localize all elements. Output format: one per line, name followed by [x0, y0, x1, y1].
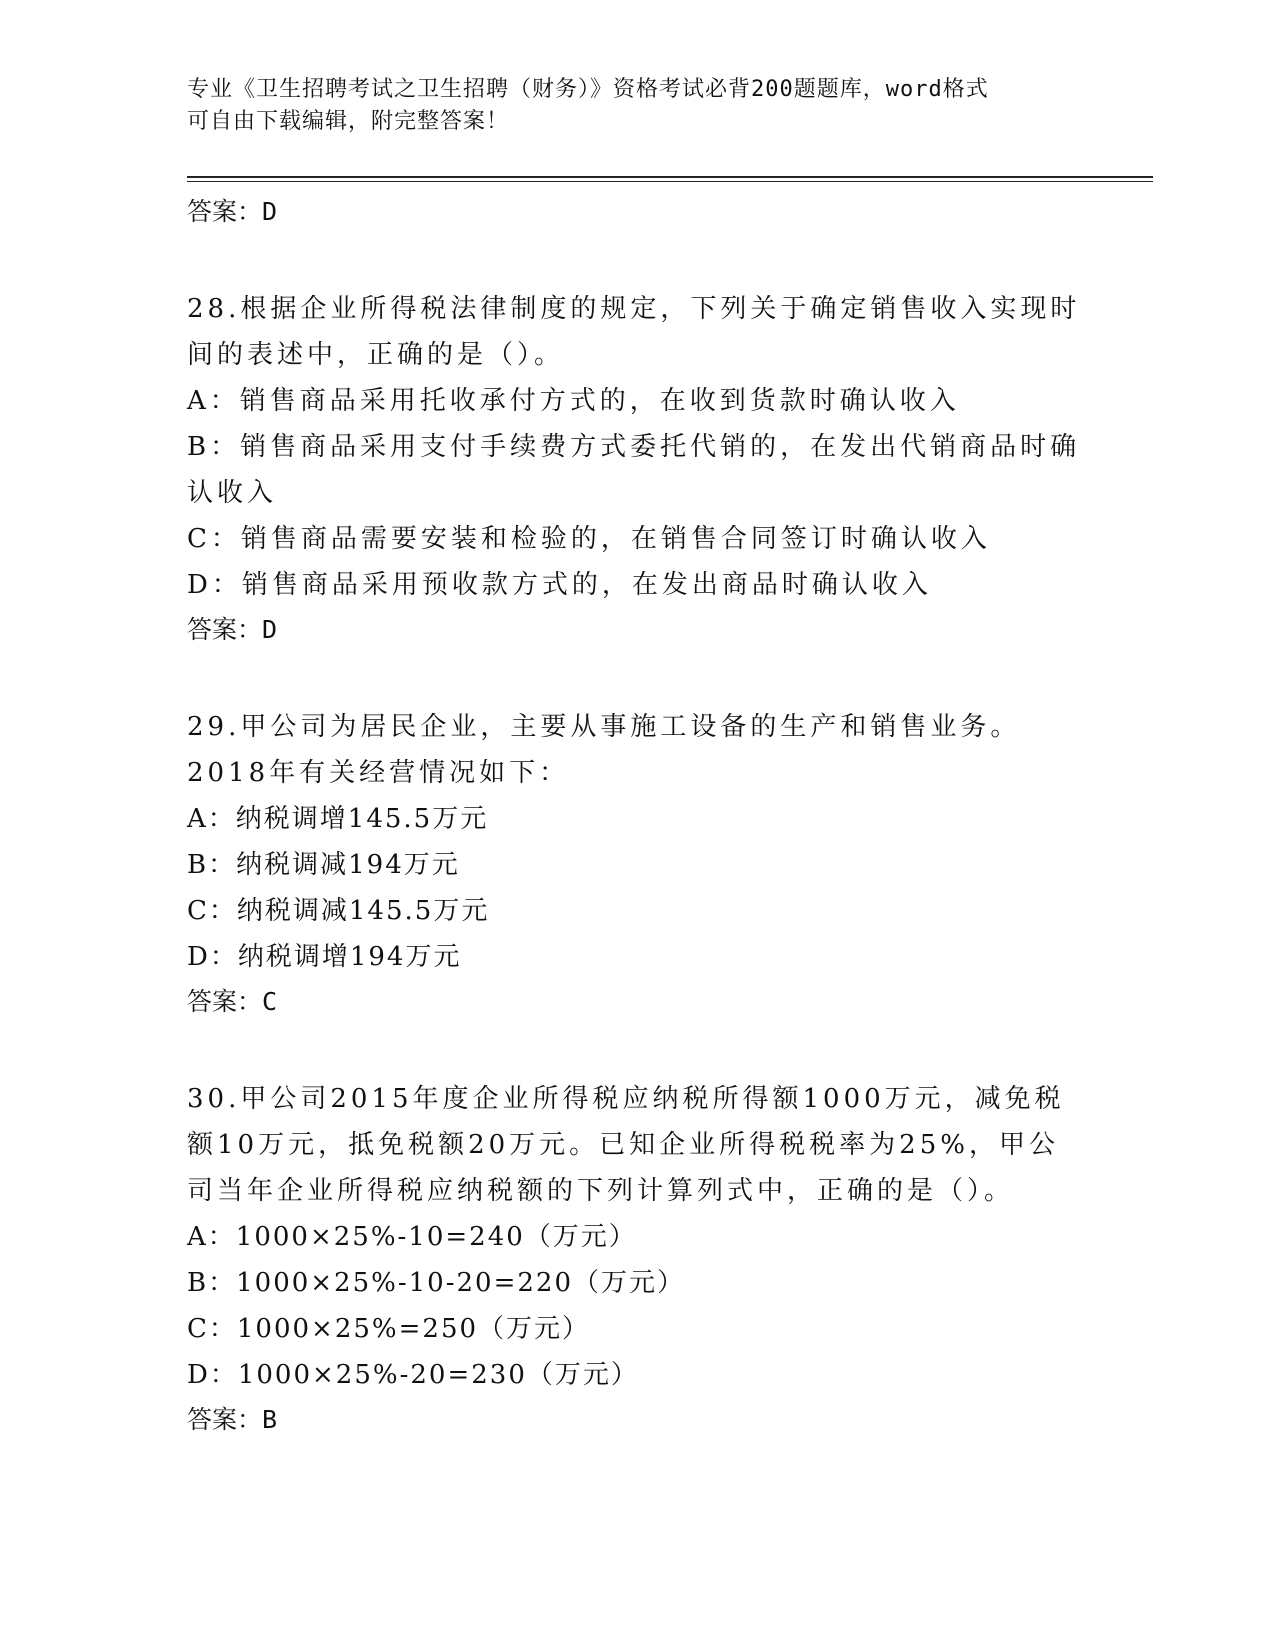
page-header	[187, 74, 1067, 138]
answer: 答案：D	[187, 615, 278, 644]
option-d: D：纳税调增194万元	[187, 942, 462, 972]
question-stem: 30.甲公司2015年度企业所得税应纳税所得额1000万元，减免税额10万元，抵免税额20万元。已知企业所得税税率为25%，甲公司当年企业所得税应纳税额的下列计算列式中，正确的是（）。	[187, 1084, 1065, 1206]
option-a: A：纳税调增145.5万元	[187, 804, 489, 834]
answer: 答案：B	[187, 1405, 278, 1434]
option-a: A：1000×25%-10=240（万元）	[187, 1222, 637, 1252]
previous-answer: 答案：D	[187, 197, 278, 226]
header-divider	[187, 176, 1153, 178]
header-divider-thin	[187, 181, 1153, 182]
option-a: A：销售商品采用托收承付方式的，在收到货款时确认收入	[187, 386, 960, 416]
question-30	[187, 1076, 1087, 1442]
header-line-1: 专业《卫生招聘考试之卫生招聘（财务）》资格考试必背200题题库，word格式	[187, 77, 989, 102]
option-d: D：1000×25%-20=230（万元）	[187, 1360, 639, 1390]
option-b: B：1000×25%-10-20=220（万元）	[187, 1268, 685, 1298]
question-stem: 29.甲公司为居民企业，主要从事施工设备的生产和销售业务。2018年有关经营情况如下：	[187, 712, 1021, 788]
option-d: D：销售商品采用预收款方式的，在发出商品时确认收入	[187, 570, 932, 600]
option-c: C：1000×25%=250（万元）	[187, 1314, 591, 1344]
option-b: B：纳税调减194万元	[187, 850, 460, 880]
header-line-2: 可自由下载编辑，附完整答案！	[187, 109, 510, 134]
question-stem: 28.根据企业所得税法律制度的规定，下列关于确定销售收入实现时间的表述中，正确的是（）。	[187, 294, 1081, 370]
option-c: C：销售商品需要安装和检验的，在销售合同签订时确认收入	[187, 524, 991, 554]
document-body	[187, 190, 1087, 1442]
option-b: B：销售商品采用支付手续费方式委托代销的，在发出代销商品时确认收入	[187, 432, 1081, 508]
question-28	[187, 286, 1087, 652]
answer: 答案：C	[187, 987, 278, 1016]
question-29	[187, 704, 1087, 1024]
option-c: C：纳税调减145.5万元	[187, 896, 490, 926]
